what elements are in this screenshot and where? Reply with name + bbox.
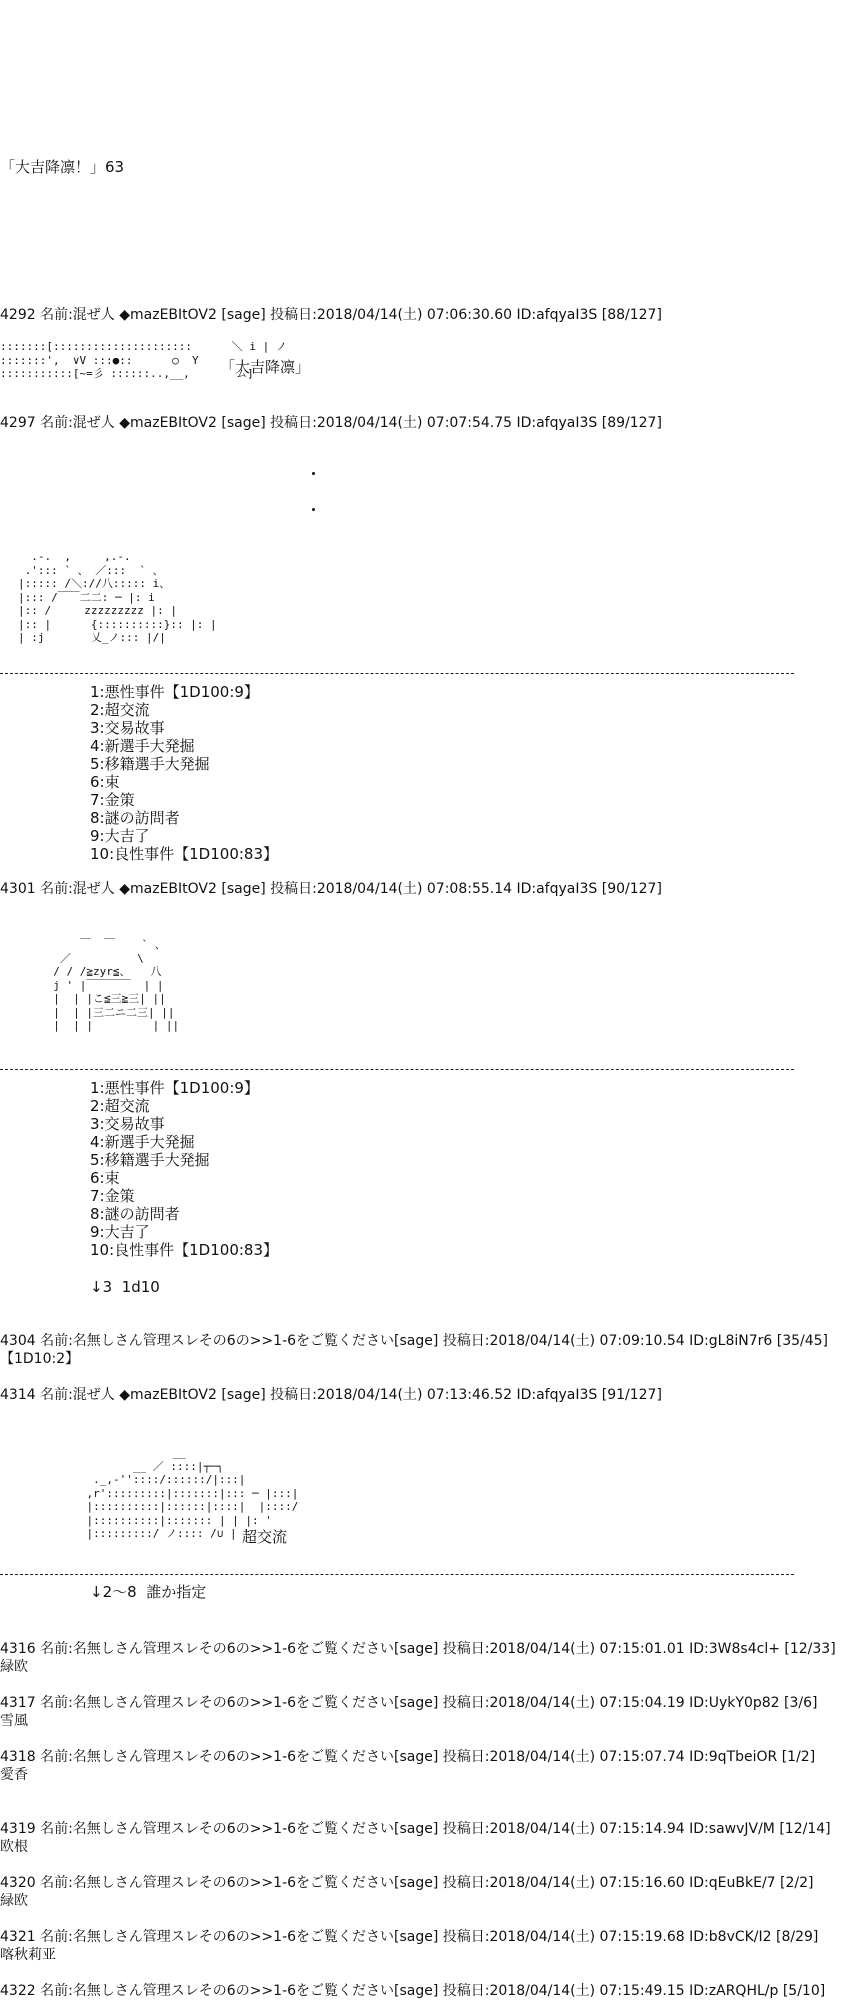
- list-item: 1:悪性事件【1D100:9】: [90, 683, 259, 701]
- list-item: 9:大吉了: [90, 827, 150, 845]
- separator-dashed: [0, 1069, 794, 1070]
- list-item: 1:悪性事件【1D100:9】: [90, 1079, 259, 1097]
- ascii-art-4292: :::::::[::::::::::::::::::::: ＼ i | ノ :::::::', ∨V :::●:: ○ Y :::::::::::[~=彡 ::::::..,__, ム]: [0, 340, 287, 380]
- post-header-4321: 4321 名前:名無しさん管理スレその6の>>1-6をご覧ください[sage] 投稿日:2018/04/14(土) 07:15:19.68 ID:b8vCK/I2 [8/29]: [0, 1929, 819, 1945]
- list-item: 2:超交流: [90, 1097, 150, 1115]
- list-item: 6:束: [90, 773, 120, 791]
- post-body-4321: 喀秋莉亚: [0, 1947, 56, 1963]
- post-body-4318: 愛香: [0, 1767, 28, 1783]
- list-item: 9:大吉了: [90, 1223, 150, 1241]
- post-header-4314: 4314 名前:混ぜ人 ◆mazEBItOV2 [sage] 投稿日:2018/04/14(土) 07:13:46.52 ID:afqyaI3S [91/127]: [0, 1387, 662, 1403]
- event-choice-list: [90, 683, 278, 863]
- list-item: 5:移籍選手大発掘: [90, 755, 210, 773]
- list-item: 4:新選手大発掘: [90, 1133, 195, 1151]
- ascii-art-4314: __ __ ／ ::::|┬─┐ ._,-''::::/::::::/|:::| ,r':::::::::|:::::::|::: ─ |:::| |::::::::::|::::::|::::| |::::/ |::::::::::|::::::: | | |: ' |:::::::::/ ノ:::: /∪ | ': [86, 1446, 299, 1540]
- list-item: 3:交易故事: [90, 719, 165, 737]
- post-body-4320: 緑欧: [0, 1893, 28, 1909]
- post-header-4297: 4297 名前:混ぜ人 ◆mazEBItOV2 [sage] 投稿日:2018/04/14(土) 07:07:54.75 ID:afqyaI3S [89/127]: [0, 415, 662, 431]
- ascii-art-4297: .-. , ,.-. .'::: ` 、 ／::: ` 、 |::::: /＼://八::::: i、 |::: /￣￣二二: ─ |: i |:: / zzzzzzzzz |: | |:: | {::::::::::}:: |: | | :j 乂_ノ::: |/|: [18, 550, 217, 644]
- post-header-4319: 4319 名前:名無しさん管理スレその6の>>1-6をご覧ください[sage] 投稿日:2018/04/14(土) 07:15:14.94 ID:sawvJV/M [12/14]: [0, 1821, 831, 1837]
- roll-instruction: ↓3 1d10: [90, 1278, 160, 1296]
- post-header-4317: 4317 名前:名無しさん管理スレその6の>>1-6をご覧ください[sage] 投稿日:2018/04/14(土) 07:15:04.19 ID:UykY0p82 [3/6]: [0, 1695, 818, 1711]
- post-header-4322: 4322 名前:名無しさん管理スレその6の>>1-6をご覧ください[sage] 投稿日:2018/04/14(土) 07:15:49.15 ID:zARQHL/p [5/10]: [0, 1983, 826, 1999]
- art-caption-4314: 超交流: [242, 1528, 288, 1546]
- post-body-4319: 欧根: [0, 1839, 28, 1855]
- post-body-4304: 【1D10:2】: [0, 1351, 80, 1367]
- ellipsis-dot: [312, 472, 315, 475]
- post-header-4316: 4316 名前:名無しさん管理スレその6の>>1-6をご覧ください[sage] 投稿日:2018/04/14(土) 07:15:01.01 ID:3W8s4cl+ [12/33]: [0, 1641, 836, 1657]
- post-header-4320: 4320 名前:名無しさん管理スレその6の>>1-6をご覧ください[sage] 投稿日:2018/04/14(土) 07:15:16.60 ID:qEuBkE/7 [2/2]: [0, 1875, 814, 1891]
- list-item: 10:良性事件【1D100:83】: [90, 1241, 279, 1259]
- list-item: 3:交易故事: [90, 1115, 165, 1133]
- list-item: 7:金策: [90, 1187, 135, 1205]
- page-title: 「大吉降凛！」63: [0, 158, 125, 176]
- ellipsis-dot: [312, 508, 315, 511]
- list-item: 2:超交流: [90, 701, 150, 719]
- roll-instruction: ↓2～8 誰か指定: [90, 1583, 207, 1601]
- post-header-4304: 4304 名前:名無しさん管理スレその6の>>1-6をご覧ください[sage] 投稿日:2018/04/14(土) 07:09:10.54 ID:gL8iN7r6 [35/45]: [0, 1333, 829, 1349]
- list-item: 7:金策: [90, 791, 135, 809]
- art-caption-4292: 「大吉降凛」: [220, 358, 311, 376]
- post-header-4318: 4318 名前:名無しさん管理スレその6の>>1-6をご覧ください[sage] 投稿日:2018/04/14(土) 07:15:07.74 ID:9qTbeiOR [1/2]: [0, 1749, 816, 1765]
- separator-dashed: [0, 673, 794, 674]
- ascii-art-4301: ￣ ￣ ` 、 ／ \ / / /≧zyr≦、 八 j ' |￣￣￣￣ | | | | |こ≦三≧三| || | | |三二ニ二三| || | | | | ||: [53, 938, 180, 1032]
- post-header-4292: 4292 名前:混ぜ人 ◆mazEBItOV2 [sage] 投稿日:2018/04/14(土) 07:06:30.60 ID:afqyaI3S [88/127]: [0, 307, 662, 323]
- list-item: 10:良性事件【1D100:83】: [90, 845, 279, 863]
- post-header-4301: 4301 名前:混ぜ人 ◆mazEBItOV2 [sage] 投稿日:2018/04/14(土) 07:08:55.14 ID:afqyaI3S [90/127]: [0, 881, 662, 897]
- list-item: 4:新選手大発掘: [90, 737, 195, 755]
- post-body-4316: 緑欧: [0, 1659, 28, 1675]
- list-item: 5:移籍選手大発掘: [90, 1151, 210, 1169]
- event-choice-list: [90, 1079, 278, 1259]
- list-item: 8:謎の訪問者: [90, 809, 180, 827]
- list-item: 8:謎の訪問者: [90, 1205, 180, 1223]
- list-item: 6:束: [90, 1169, 120, 1187]
- separator-dashed: [0, 1574, 794, 1575]
- post-body-4317: 雪風: [0, 1713, 28, 1729]
